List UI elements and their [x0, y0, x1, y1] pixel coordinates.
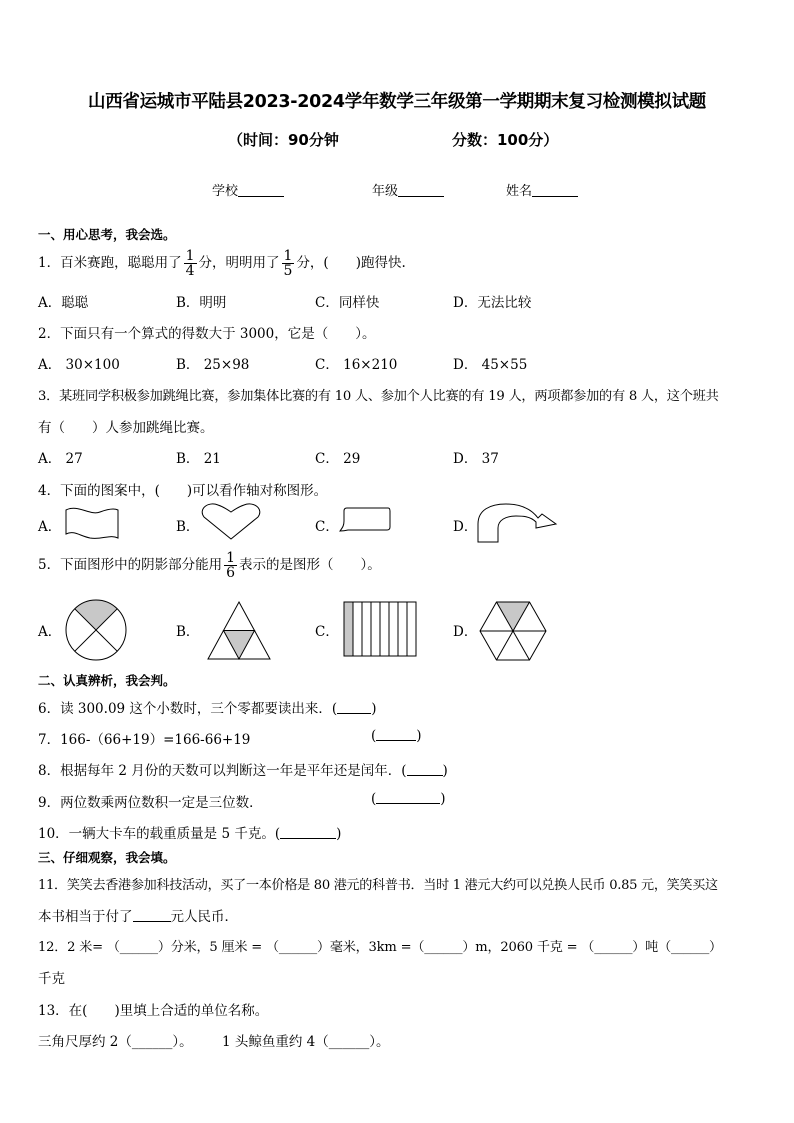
section-1-heading: 一、用心思考，我会选。: [38, 227, 176, 242]
q1-fraction-2: $\frac{1}{5}$: [283, 248, 293, 279]
question-3-line-1: 3．某班同学积极参加跳绳比赛，参加集体比赛的有 10 人、参加个人比赛的有 19 人，两项都参加的有 8 人，这个班共: [38, 389, 719, 404]
q1-option-a[interactable]: A．聪聪: [38, 295, 89, 311]
exam-time: （时间：90分钟: [228, 131, 339, 149]
question-13-sub-2: 1 头鲸鱼重约 4（______）。: [222, 1034, 390, 1050]
question-5: [38, 546, 381, 584]
name-label: 姓名: [506, 184, 533, 199]
grade-blank[interactable]: [398, 183, 444, 197]
question-3-line-2: 有（ ）人参加跳绳比赛。: [38, 420, 214, 436]
question-2: 2．下面只有一个算式的得数大于 3000，它是（ ）。: [38, 326, 376, 342]
q1-option-b[interactable]: B．明明: [176, 295, 227, 311]
q2-option-d[interactable]: D． 45×55: [453, 357, 528, 373]
question-11-line-1: 11．笑笑去香港参加科技活动，买了一本价格是 80 港元的科普书．当时 1 港元大约可以兑换人民币 0.85 元，笑笑买这: [38, 878, 718, 893]
q9-answer-blank[interactable]: [376, 791, 440, 804]
question-13-sub-1: 三角尺厚约 2（______）。: [38, 1034, 193, 1050]
q5-option-b[interactable]: B．: [176, 624, 200, 640]
rectangle-strips-figure: [342, 600, 418, 658]
page-title: 山西省运城市平陆县2023-2024学年数学三年级第一学期期末复习检测模拟试题: [88, 92, 706, 112]
q4-option-c[interactable]: C．: [315, 519, 339, 535]
q5-fraction: $\frac{1}{6}$: [226, 550, 236, 581]
question-11-line-2: 本书相当于付了 元人民币．: [38, 909, 238, 925]
triangle-subdivided-figure: [206, 600, 272, 662]
school-label: 学校: [212, 184, 239, 199]
q2-option-b[interactable]: B． 25×98: [176, 357, 250, 373]
grade-label: 年级: [372, 184, 399, 199]
q1-text-2: 分，明明用了: [198, 255, 280, 271]
q10-answer-blank[interactable]: [280, 826, 336, 839]
q3-option-b[interactable]: B． 21: [176, 451, 221, 467]
flag-shape-figure: [64, 506, 120, 542]
question-7: 7．166-（66+19）=166-66+19: [38, 732, 251, 748]
q3-option-d[interactable]: D． 37: [453, 451, 499, 467]
exam-score: 分数：100分）: [452, 131, 559, 149]
q5-option-c[interactable]: C．: [315, 624, 339, 640]
heart-shape-figure: [200, 503, 262, 541]
q5-text-1: 5．下面图形中的阴影部分能用: [38, 557, 223, 573]
speech-bubble-shape-figure: [338, 507, 392, 539]
question-10: 10．一辆大卡车的载重质量是 5 千克。( ): [38, 826, 342, 842]
q9-answer: ( ): [371, 791, 446, 807]
q1-option-c[interactable]: C．同样快: [315, 295, 380, 311]
q6-answer-blank[interactable]: [337, 701, 371, 714]
question-4: 4．下面的图案中，( )可以看作轴对称图形。: [38, 483, 328, 499]
q7-answer-blank[interactable]: [376, 728, 416, 741]
school-field[interactable]: [212, 180, 284, 199]
question-12-line-1: 12．2 米= （______）分米，5 厘米 = （______）毫米，3km =（______）m，2060 千克 = （______）吨（______）: [38, 940, 722, 955]
circle-quarters-figure: [64, 598, 128, 662]
q4-option-a[interactable]: A．: [38, 519, 62, 535]
q5-option-a[interactable]: A．: [38, 624, 62, 640]
question-12-line-2: 千克: [38, 971, 65, 987]
question-13: 13．在( )里填上合适的单位名称。: [38, 1003, 269, 1019]
hexagon-sixths-figure: [478, 600, 548, 662]
q1-option-d[interactable]: D．无法比较: [453, 295, 532, 311]
question-8: 8．根据每年 2 月份的天数可以判断这一年是平年还是闰年．( ): [38, 763, 448, 779]
q11-answer-blank[interactable]: [133, 909, 171, 922]
q3-option-c[interactable]: C． 29: [315, 451, 361, 467]
q1-fraction-1: $\frac{1}{4}$: [185, 248, 195, 279]
name-field[interactable]: [506, 180, 578, 199]
q8-answer-blank[interactable]: [407, 763, 443, 776]
q7-answer: ( ): [371, 728, 422, 744]
school-blank[interactable]: [238, 183, 284, 197]
curved-arrow-shape-figure: [476, 502, 558, 544]
q5-text-2: 表示的是图形（ ）。: [239, 557, 381, 573]
name-blank[interactable]: [532, 183, 578, 197]
q2-option-a[interactable]: A． 30×100: [38, 357, 120, 373]
q5-option-d[interactable]: D．: [453, 624, 478, 640]
q1-text-3: 分，( )跑得快.: [296, 255, 406, 271]
q4-option-d[interactable]: D．: [453, 519, 478, 535]
question-6: 6．读 300.09 这个小数时，三个零都要读出来．( ): [38, 701, 377, 717]
question-9: 9．两位数乘两位数积一定是三位数．: [38, 795, 263, 811]
q4-option-b[interactable]: B．: [176, 519, 200, 535]
grade-field[interactable]: [372, 180, 444, 199]
question-1: [38, 244, 406, 282]
q3-option-a[interactable]: A． 27: [38, 451, 83, 467]
q1-text-1: 1．百米赛跑，聪聪用了: [38, 255, 182, 271]
section-2-heading: 二、认真辨析，我会判。: [38, 673, 176, 688]
q2-option-c[interactable]: C． 16×210: [315, 357, 398, 373]
section-3-heading: 三、仔细观察，我会填。: [38, 850, 176, 865]
